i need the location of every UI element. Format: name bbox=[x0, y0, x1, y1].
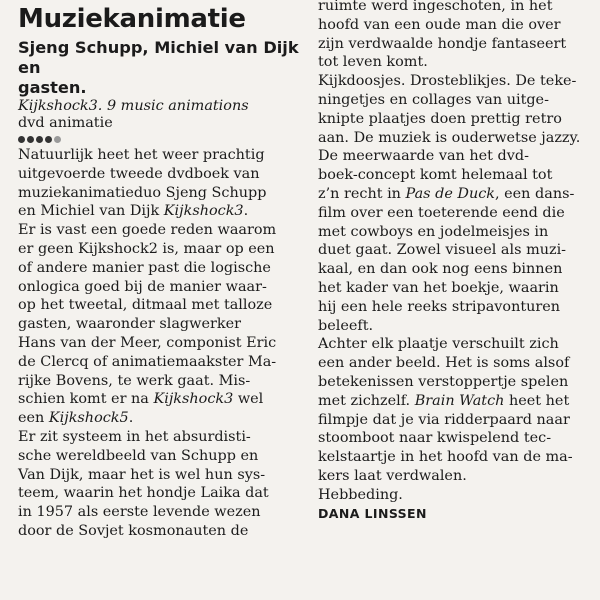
release-title-line bbox=[18, 98, 308, 115]
text-line: kelstaartje in het hoofd van de ma- bbox=[318, 449, 573, 466]
byline-line: gasten. bbox=[18, 78, 87, 97]
text-line: door de Sovjet kosmonauten de bbox=[18, 522, 249, 539]
text-line: kaal, en dan ook nog eens binnen bbox=[318, 261, 563, 278]
italic-title: Brain Watch bbox=[414, 392, 505, 409]
text-line: op het tweetal, ditmaal met talloze bbox=[18, 297, 273, 314]
author-credit: DANA LINSSEN bbox=[318, 505, 427, 521]
text-line: boek-concept komt helemaal tot bbox=[318, 167, 553, 184]
text-line: ruimte werd ingeschoten, in het bbox=[318, 0, 553, 14]
text-line: betekenissen verstoppertje spelen bbox=[318, 373, 569, 390]
release-info bbox=[18, 98, 308, 132]
text-line: kers laat verdwalen. bbox=[318, 467, 467, 484]
paragraph bbox=[18, 221, 308, 428]
release-subtitle: 9 music animations bbox=[106, 98, 249, 114]
rating-dot-filled bbox=[45, 136, 52, 143]
text-line: met zichzelf. Brain Watch heet het bbox=[318, 392, 570, 409]
text-line: met cowboys en jodelmeisjes in bbox=[318, 223, 549, 240]
rating-dot-empty bbox=[54, 136, 61, 143]
text-line: De meerwaarde van het dvd- bbox=[318, 148, 529, 165]
text-line: schien komt er na Kijkshock3 wel bbox=[18, 391, 264, 408]
text-line: Van Dijk, maar het is wel hun sys- bbox=[18, 466, 266, 483]
text-line: hoofd van een oude man die over bbox=[318, 16, 561, 33]
rating-stars bbox=[18, 136, 308, 143]
text-line: Hebbeding. bbox=[318, 486, 403, 503]
paragraph bbox=[318, 72, 596, 335]
byline-line: Sjeng Schupp, Michiel van Dijk en bbox=[18, 38, 299, 77]
text-line: een Kijkshock5. bbox=[18, 410, 134, 427]
text-line: hij een hele reeks stripavonturen bbox=[318, 298, 561, 315]
byline bbox=[18, 38, 308, 98]
release-title: Kijkshock3. bbox=[18, 98, 103, 114]
text-line: zijn verdwaalde hondje fantaseert bbox=[318, 35, 567, 52]
text-line: de Clercq of animatiemaakster Ma- bbox=[18, 353, 277, 370]
rating-dot-filled bbox=[18, 136, 25, 143]
left-column bbox=[18, 0, 308, 541]
paragraph bbox=[318, 335, 596, 485]
text-line: duet gaat. Zowel visueel als muzi- bbox=[318, 242, 567, 259]
text-line: er geen Kijkshock2 is, maar op een bbox=[18, 240, 275, 257]
italic-title: Kijkshock3 bbox=[163, 203, 244, 220]
text-line: uitgevoerde tweede dvdboek van bbox=[18, 165, 260, 182]
text-line: rijke Bovens, te werk gaat. Mis- bbox=[18, 372, 251, 389]
text-line: Kijkdoosjes. Drosteblikjes. De teke- bbox=[318, 73, 577, 90]
text-line: stoomboot naar kwispelend tec- bbox=[318, 430, 552, 447]
text-line: Natuurlijk heet het weer prachtig bbox=[18, 147, 265, 163]
text-line: beleeft. bbox=[318, 317, 374, 334]
italic-title: Kijkshock3 bbox=[153, 391, 234, 408]
text-line: een ander beeld. Het is soms alsof bbox=[318, 355, 570, 372]
text-line: teem, waarin het hondje Laika dat bbox=[18, 485, 269, 502]
text-line: Hans van der Meer, componist Eric bbox=[18, 334, 277, 351]
paragraph bbox=[18, 146, 308, 221]
text-line: aan. De muziek is ouderwetse jazzy. bbox=[318, 129, 581, 146]
text-line: muziekanimatieduo Sjeng Schupp bbox=[18, 184, 267, 201]
text-line: het kader van het boekje, waarin bbox=[318, 279, 559, 296]
release-format: dvd animatie bbox=[18, 115, 113, 131]
review-headline: Muziekanimatie bbox=[18, 4, 246, 34]
paragraph bbox=[318, 486, 596, 505]
left-body-text bbox=[18, 146, 308, 541]
text-line: en Michiel van Dijk Kijkshock3. bbox=[18, 203, 249, 220]
text-line: onlogica goed bij de manier waar- bbox=[18, 278, 267, 295]
italic-title: Pas de Duck bbox=[405, 185, 495, 202]
text-line: tot leven komt. bbox=[318, 54, 428, 71]
right-column bbox=[318, 0, 596, 523]
text-line: Er zit systeem in het absurdisti- bbox=[18, 428, 251, 445]
paragraph bbox=[18, 428, 308, 541]
rating-dot-filled bbox=[36, 136, 43, 143]
italic-title: Kijkshock5 bbox=[48, 410, 129, 427]
text-line: Er is vast een goede reden waarom bbox=[18, 222, 277, 239]
text-line: z’n recht in Pas de Duck, een dans- bbox=[318, 185, 575, 202]
paragraph bbox=[318, 0, 596, 72]
text-line: of andere manier past die logische bbox=[18, 259, 271, 276]
rating-dot-filled bbox=[27, 136, 34, 143]
text-line: sche wereldbeeld van Schupp en bbox=[18, 447, 259, 464]
text-line: Achter elk plaatje verschuilt zich bbox=[318, 336, 559, 353]
text-line: filmpje dat je via ridderpaard naar bbox=[318, 411, 570, 428]
text-line: gasten, waaronder slagwerker bbox=[18, 316, 241, 333]
text-line: ningetjes en collages van uitge- bbox=[318, 91, 549, 108]
text-line: in 1957 als eerste levende wezen bbox=[18, 504, 261, 521]
right-body-text bbox=[318, 0, 596, 505]
text-line: knipte plaatjes doen prettig retro bbox=[318, 110, 562, 127]
text-line: film over een toeterende eend die bbox=[318, 204, 565, 221]
